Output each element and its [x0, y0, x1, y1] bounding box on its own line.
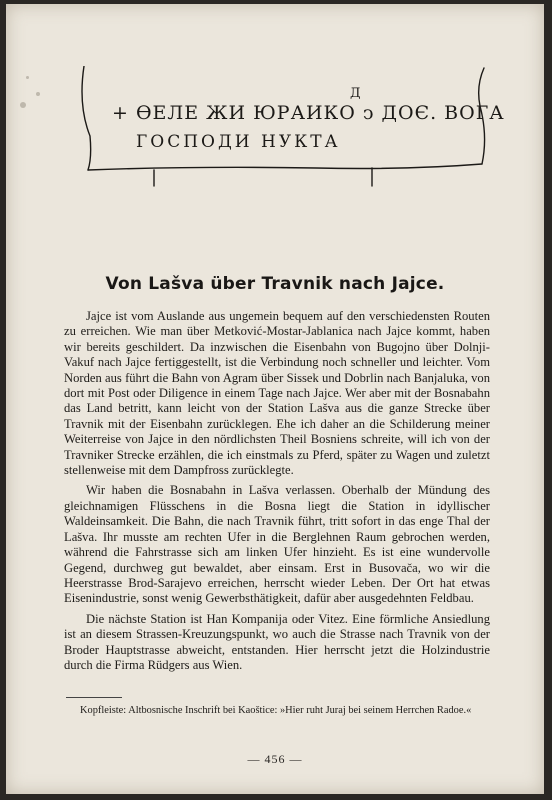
- paper-stain: [20, 102, 26, 108]
- paragraph: Die nächste Station ist Han Kompanija oder Vitez. Eine förmliche Ansiedlung ist an diesem Strassen-Kreuzungspunkt, wo auch die Strasse nach Travnik von der Broder Hauptstrasse abweicht, entstanden. Hier herrscht jetzt die Holzindustrie durch die Firma Rüdgers aus Wien.: [64, 611, 490, 672]
- paper-stain: [26, 76, 29, 79]
- inscription-line-1: + ѲЕЛЕ ЖИ ЮРАИКО ↄ ДОЄ. ВОГА: [112, 102, 505, 124]
- chapter-title: Von Lašva über Travnik nach Jajce.: [105, 274, 445, 294]
- page-number: — 456 —: [247, 752, 303, 766]
- inscription-line-2: ГОСПОДИ НУКТА: [136, 132, 341, 152]
- paper-stain: [36, 92, 40, 96]
- paragraph: Wir haben die Bosnabahn in Lašva verlassen. Oberhalb der Mündung des gleichnamigen Flüsschens in die Bosna liegt die Station in idyllischer Waldeinsamkeit. Die Bahn, die nach Travnik führt, tritt sofort in das enge Thal der Lašva. Ihr musste am rechten Ufer in die Berglehnen Raum gebrochen werden, während die Fahrstrasse sich am linken Ufer hinzieht. Es ist eine wundervolle Gegend, durchweg gut bewaldet, aber einsam. Erst in Busovača, wo wir die Heerstrasse Brod-Sarajevo erreichen, herrscht wieder Leben. Der Ort hat etwas Eisenindustrie, sonst wenig Gewerbsthätigkeit, dafür aber ausgedehnten Feldbau.: [64, 483, 490, 606]
- book-page: [6, 4, 544, 794]
- footnote-rule: [66, 697, 122, 698]
- headpiece-inscription: [76, 66, 505, 206]
- body-text: [64, 309, 490, 678]
- paragraph: Jajce ist vom Auslande aus ungemein bequem auf den verschiedensten Routen zu erreichen. Wie man über Metković-Mostar-Jablanica nach Jajce kommt, haben wir bereits geschildert. Da inzwischen die Eisenbahn von Bugojno über Dolnji-Vakuf nach Jajce fertiggestellt, ist die Verbindung noch schneller und leichter. Vom Norden aus führt die Bahn von Agram über Sissek und Dobrlin nach Banjaluka, von dort mit Post oder Diligence in einem Tage nach Jajce. Wer aber mit der Bosnabahn das Land betritt, kann leicht von der Station Lašva aus die ganze Strecke über Travnik mit der Eisenbahn zurücklegen. Ehe ich daher an die Schilderung meiner Weiterreise von Jajce in den nördlichsten Theil Bosniens schreite, will ich von der Travniker Strecke erzählen, die ich einstmals zu Pferd, später zu Wagen und zuletzt stellenweise mit dem Dampfross zurücklegte.: [64, 309, 490, 478]
- inscription-superscript: Д: [350, 86, 361, 101]
- footnote: Kopfleiste: Altbosnische Inschrift bei Kaoštice: »Hier ruht Juraj bei seinem Herrchen Radoe.«: [80, 705, 472, 716]
